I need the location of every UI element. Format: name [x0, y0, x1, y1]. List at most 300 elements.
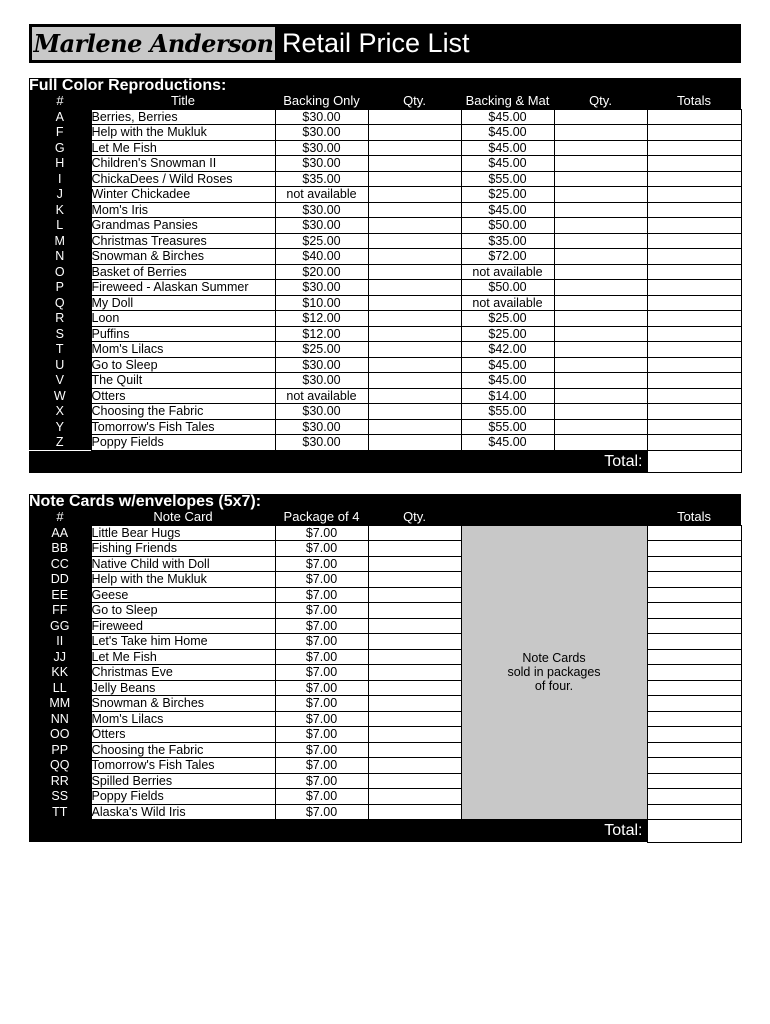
item-id: Y	[29, 419, 91, 435]
item-id: PP	[29, 742, 91, 758]
column-header: Qty.	[368, 510, 461, 526]
qty-field[interactable]	[368, 587, 461, 603]
item-title: Poppy Fields	[91, 435, 275, 451]
mat-qty-field[interactable]	[554, 140, 647, 156]
mat-qty-field[interactable]	[554, 342, 647, 358]
qty-field[interactable]	[368, 789, 461, 805]
table-row	[29, 202, 741, 218]
item-title: Otters	[91, 388, 275, 404]
item-id: I	[29, 171, 91, 187]
item-title: Mom's Lilacs	[91, 711, 275, 727]
mat-price: $25.00	[461, 187, 554, 203]
mat-price: $45.00	[461, 156, 554, 172]
item-title: Grandmas Pansies	[91, 218, 275, 234]
mat-qty-field[interactable]	[554, 295, 647, 311]
column-headers	[29, 94, 741, 110]
note-cards-table	[29, 494, 742, 843]
item-id: JJ	[29, 649, 91, 665]
backing-price: $12.00	[275, 311, 368, 327]
item-title: Christmas Eve	[91, 665, 275, 681]
mat-price: $42.00	[461, 342, 554, 358]
table-row	[29, 373, 741, 389]
backing-qty-field[interactable]	[368, 419, 461, 435]
row-total-field[interactable]	[647, 388, 741, 404]
row-total-field[interactable]	[647, 773, 741, 789]
item-id: K	[29, 202, 91, 218]
mat-qty-field[interactable]	[554, 218, 647, 234]
item-title: Mom's Lilacs	[91, 342, 275, 358]
backing-qty-field[interactable]	[368, 326, 461, 342]
item-id: BB	[29, 541, 91, 557]
row-total-field[interactable]	[647, 280, 741, 296]
backing-qty-field[interactable]	[368, 311, 461, 327]
mat-price: $55.00	[461, 404, 554, 420]
item-id: L	[29, 218, 91, 234]
item-title: The Quilt	[91, 373, 275, 389]
item-id: G	[29, 140, 91, 156]
item-title: Let Me Fish	[91, 649, 275, 665]
note-line: of four.	[534, 679, 574, 694]
row-total-field[interactable]	[647, 696, 741, 712]
row-total-field[interactable]	[647, 295, 741, 311]
item-title: Let's Take him Home	[91, 634, 275, 650]
item-id: T	[29, 342, 91, 358]
table-row	[29, 280, 741, 296]
row-total-field[interactable]	[647, 419, 741, 435]
mat-qty-field[interactable]	[554, 249, 647, 265]
mat-qty-field[interactable]	[554, 109, 647, 125]
mat-price: $55.00	[461, 419, 554, 435]
item-id: N	[29, 249, 91, 265]
mat-price: $14.00	[461, 388, 554, 404]
qty-field[interactable]	[368, 804, 461, 820]
package-price: $7.00	[275, 711, 368, 727]
row-total-field[interactable]	[647, 109, 741, 125]
table-row	[29, 109, 741, 125]
table-row	[29, 233, 741, 249]
backing-price: $30.00	[275, 419, 368, 435]
qty-field[interactable]	[368, 649, 461, 665]
item-title: Snowman & Birches	[91, 249, 275, 265]
section-title: Full Color Reproductions:	[29, 78, 741, 94]
table-row	[29, 249, 741, 265]
item-id: P	[29, 280, 91, 296]
table-row	[29, 311, 741, 327]
item-title: Tomorrow's Fish Tales	[91, 419, 275, 435]
item-title: Otters	[91, 727, 275, 743]
backing-price: not available	[275, 388, 368, 404]
mat-qty-field[interactable]	[554, 202, 647, 218]
backing-price: $12.00	[275, 326, 368, 342]
package-price: $7.00	[275, 634, 368, 650]
row-total-field[interactable]	[647, 556, 741, 572]
mat-qty-field[interactable]	[554, 156, 647, 172]
row-total-field[interactable]	[647, 727, 741, 743]
item-id: GG	[29, 618, 91, 634]
qty-field[interactable]	[368, 572, 461, 588]
qty-field[interactable]	[368, 696, 461, 712]
backing-price: $30.00	[275, 125, 368, 141]
item-id: H	[29, 156, 91, 172]
item-title: Spilled Berries	[91, 773, 275, 789]
item-id: SS	[29, 789, 91, 805]
column-header: #	[29, 510, 91, 526]
row-total-field[interactable]	[647, 711, 741, 727]
table-row	[29, 140, 741, 156]
row-total-field[interactable]	[647, 326, 741, 342]
backing-qty-field[interactable]	[368, 171, 461, 187]
qty-field[interactable]	[368, 541, 461, 557]
mat-qty-field[interactable]	[554, 233, 647, 249]
table-row	[29, 404, 741, 420]
row-total-field[interactable]	[647, 789, 741, 805]
table-row	[29, 156, 741, 172]
item-title: Choosing the Fabric	[91, 742, 275, 758]
item-id: V	[29, 373, 91, 389]
table-row	[29, 125, 741, 141]
mat-price: $55.00	[461, 171, 554, 187]
item-title: Go to Sleep	[91, 357, 275, 373]
row-total-field[interactable]	[647, 804, 741, 820]
column-header: Note Card	[91, 510, 275, 526]
item-id: Z	[29, 435, 91, 451]
package-price: $7.00	[275, 696, 368, 712]
item-title: Poppy Fields	[91, 789, 275, 805]
backing-price: $35.00	[275, 171, 368, 187]
row-total-field[interactable]	[647, 171, 741, 187]
package-price: $7.00	[275, 618, 368, 634]
item-id: FF	[29, 603, 91, 619]
qty-field[interactable]	[368, 665, 461, 681]
backing-qty-field[interactable]	[368, 357, 461, 373]
backing-qty-field[interactable]	[368, 109, 461, 125]
backing-qty-field[interactable]	[368, 249, 461, 265]
item-title: Let Me Fish	[91, 140, 275, 156]
package-price: $7.00	[275, 773, 368, 789]
backing-qty-field[interactable]	[368, 373, 461, 389]
qty-field[interactable]	[368, 742, 461, 758]
backing-qty-field[interactable]	[368, 388, 461, 404]
item-id: MM	[29, 696, 91, 712]
item-id: KK	[29, 665, 91, 681]
backing-qty-field[interactable]	[368, 233, 461, 249]
item-title: Fishing Friends	[91, 541, 275, 557]
item-title: Berries, Berries	[91, 109, 275, 125]
item-title: Loon	[91, 311, 275, 327]
backing-price: $25.00	[275, 342, 368, 358]
item-title: Help with the Mukluk	[91, 572, 275, 588]
item-title: My Doll	[91, 295, 275, 311]
package-price: $7.00	[275, 789, 368, 805]
grand-total-field[interactable]	[647, 820, 741, 843]
item-id: F	[29, 125, 91, 141]
item-title: Native Child with Doll	[91, 556, 275, 572]
package-price: $7.00	[275, 587, 368, 603]
row-total-field[interactable]	[647, 603, 741, 619]
mat-qty-field[interactable]	[554, 311, 647, 327]
backing-price: $30.00	[275, 280, 368, 296]
row-total-field[interactable]	[647, 742, 741, 758]
table-row	[29, 171, 741, 187]
package-price: $7.00	[275, 572, 368, 588]
item-title: ChickaDees / Wild Roses	[91, 171, 275, 187]
row-total-field[interactable]	[647, 202, 741, 218]
backing-price: $40.00	[275, 249, 368, 265]
item-title: Winter Chickadee	[91, 187, 275, 203]
package-price: $7.00	[275, 649, 368, 665]
item-id: OO	[29, 727, 91, 743]
item-id: R	[29, 311, 91, 327]
qty-field[interactable]	[368, 727, 461, 743]
total-label: Total:	[29, 820, 647, 843]
column-header: Qty.	[554, 94, 647, 110]
item-id: J	[29, 187, 91, 203]
grand-total-field[interactable]	[647, 450, 741, 473]
package-price: $7.00	[275, 758, 368, 774]
package-price: $7.00	[275, 804, 368, 820]
mat-qty-field[interactable]	[554, 388, 647, 404]
backing-qty-field[interactable]	[368, 264, 461, 280]
row-total-field[interactable]	[647, 249, 741, 265]
mat-price: $35.00	[461, 233, 554, 249]
item-title: Tomorrow's Fish Tales	[91, 758, 275, 774]
item-title: Children's Snowman II	[91, 156, 275, 172]
item-id: NN	[29, 711, 91, 727]
qty-field[interactable]	[368, 556, 461, 572]
total-label: Total:	[29, 450, 647, 473]
row-total-field[interactable]	[647, 373, 741, 389]
backing-qty-field[interactable]	[368, 404, 461, 420]
qty-field[interactable]	[368, 758, 461, 774]
item-id: M	[29, 233, 91, 249]
column-headers	[29, 510, 741, 526]
row-total-field[interactable]	[647, 680, 741, 696]
item-title: Fireweed - Alaskan Summer	[91, 280, 275, 296]
backing-qty-field[interactable]	[368, 280, 461, 296]
item-title: Mom's Iris	[91, 202, 275, 218]
backing-price: $30.00	[275, 373, 368, 389]
column-header: Totals	[647, 510, 741, 526]
mat-price: $25.00	[461, 311, 554, 327]
mat-price: not available	[461, 264, 554, 280]
item-title: Jelly Beans	[91, 680, 275, 696]
page-header	[29, 24, 741, 63]
mat-qty-field[interactable]	[554, 280, 647, 296]
item-title: Snowman & Birches	[91, 696, 275, 712]
row-total-field[interactable]	[647, 125, 741, 141]
table-row	[29, 388, 741, 404]
package-price: $7.00	[275, 525, 368, 541]
qty-field[interactable]	[368, 618, 461, 634]
backing-price: $30.00	[275, 218, 368, 234]
mat-qty-field[interactable]	[554, 357, 647, 373]
package-price: $7.00	[275, 742, 368, 758]
note-cards-info	[461, 525, 647, 820]
table-row	[29, 326, 741, 342]
item-title: Puffins	[91, 326, 275, 342]
item-title: Help with the Mukluk	[91, 125, 275, 141]
mat-price: $45.00	[461, 435, 554, 451]
item-title: Basket of Berries	[91, 264, 275, 280]
item-id: QQ	[29, 758, 91, 774]
item-id: CC	[29, 556, 91, 572]
row-total-field[interactable]	[647, 525, 741, 541]
row-total-field[interactable]	[647, 572, 741, 588]
row-total-field[interactable]	[647, 187, 741, 203]
package-price: $7.00	[275, 556, 368, 572]
item-id: U	[29, 357, 91, 373]
package-price: $7.00	[275, 680, 368, 696]
mat-price: $50.00	[461, 218, 554, 234]
mat-price: $45.00	[461, 140, 554, 156]
table-row	[29, 419, 741, 435]
row-total-field[interactable]	[647, 342, 741, 358]
row-total-field[interactable]	[647, 140, 741, 156]
backing-qty-field[interactable]	[368, 202, 461, 218]
column-header: Backing Only	[275, 94, 368, 110]
document-title: Retail Price List	[282, 28, 470, 58]
backing-qty-field[interactable]	[368, 156, 461, 172]
row-total-field[interactable]	[647, 218, 741, 234]
item-title: Choosing the Fabric	[91, 404, 275, 420]
row-total-field[interactable]	[647, 649, 741, 665]
column-header: Qty.	[368, 94, 461, 110]
row-total-field[interactable]	[647, 665, 741, 681]
package-price: $7.00	[275, 727, 368, 743]
backing-qty-field[interactable]	[368, 125, 461, 141]
mat-price: $45.00	[461, 357, 554, 373]
mat-qty-field[interactable]	[554, 373, 647, 389]
mat-qty-field[interactable]	[554, 125, 647, 141]
mat-qty-field[interactable]	[554, 404, 647, 420]
package-price: $7.00	[275, 541, 368, 557]
total-row	[29, 450, 741, 473]
row-total-field[interactable]	[647, 156, 741, 172]
column-header: #	[29, 94, 91, 110]
row-total-field[interactable]	[647, 311, 741, 327]
full-color-table	[29, 78, 742, 473]
item-id: LL	[29, 680, 91, 696]
qty-field[interactable]	[368, 773, 461, 789]
row-total-field[interactable]	[647, 404, 741, 420]
qty-field[interactable]	[368, 711, 461, 727]
table-row	[29, 218, 741, 234]
item-id: S	[29, 326, 91, 342]
table-row	[29, 357, 741, 373]
item-title: Little Bear Hugs	[91, 525, 275, 541]
table-row	[29, 435, 741, 451]
backing-qty-field[interactable]	[368, 435, 461, 451]
mat-qty-field[interactable]	[554, 187, 647, 203]
item-id: EE	[29, 587, 91, 603]
item-title: Alaska's Wild Iris	[91, 804, 275, 820]
backing-qty-field[interactable]	[368, 218, 461, 234]
backing-price: $10.00	[275, 295, 368, 311]
item-id: W	[29, 388, 91, 404]
mat-price: $25.00	[461, 326, 554, 342]
row-total-field[interactable]	[647, 264, 741, 280]
item-id: A	[29, 109, 91, 125]
backing-qty-field[interactable]	[368, 187, 461, 203]
mat-qty-field[interactable]	[554, 435, 647, 451]
backing-price: $25.00	[275, 233, 368, 249]
backing-price: $30.00	[275, 357, 368, 373]
mat-price: $45.00	[461, 125, 554, 141]
mat-price: $45.00	[461, 373, 554, 389]
column-header: Title	[91, 94, 275, 110]
column-header: Backing & Mat	[461, 94, 554, 110]
row-total-field[interactable]	[647, 634, 741, 650]
item-id: Q	[29, 295, 91, 311]
backing-qty-field[interactable]	[368, 342, 461, 358]
table-row	[29, 187, 741, 203]
item-id: X	[29, 404, 91, 420]
qty-field[interactable]	[368, 680, 461, 696]
mat-price: $45.00	[461, 109, 554, 125]
item-id: II	[29, 634, 91, 650]
item-id: DD	[29, 572, 91, 588]
note-line: Note Cards	[522, 651, 586, 666]
note-line: sold in packages	[507, 665, 601, 680]
backing-price: $30.00	[275, 140, 368, 156]
mat-qty-field[interactable]	[554, 264, 647, 280]
mat-price: not available	[461, 295, 554, 311]
backing-price: $30.00	[275, 202, 368, 218]
mat-price: $50.00	[461, 280, 554, 296]
item-title: Christmas Treasures	[91, 233, 275, 249]
item-id: O	[29, 264, 91, 280]
total-row	[29, 820, 741, 843]
item-id: RR	[29, 773, 91, 789]
mat-price: $45.00	[461, 202, 554, 218]
backing-price: $30.00	[275, 404, 368, 420]
table-row	[29, 264, 741, 280]
item-title: Geese	[91, 587, 275, 603]
table-row	[29, 295, 741, 311]
section-title: Note Cards w/envelopes (5x7):	[29, 494, 741, 510]
backing-price: $30.00	[275, 435, 368, 451]
column-header: Totals	[647, 94, 741, 110]
table-row	[29, 525, 741, 541]
row-total-field[interactable]	[647, 618, 741, 634]
row-total-field[interactable]	[647, 541, 741, 557]
item-title: Fireweed	[91, 618, 275, 634]
artist-name: Marlene Anderson	[33, 29, 274, 58]
qty-field[interactable]	[368, 603, 461, 619]
backing-price: $20.00	[275, 264, 368, 280]
package-price: $7.00	[275, 665, 368, 681]
mat-qty-field[interactable]	[554, 171, 647, 187]
backing-qty-field[interactable]	[368, 295, 461, 311]
table-row	[29, 342, 741, 358]
item-title: Go to Sleep	[91, 603, 275, 619]
row-total-field[interactable]	[647, 758, 741, 774]
qty-field[interactable]	[368, 525, 461, 541]
backing-price: not available	[275, 187, 368, 203]
row-total-field[interactable]	[647, 233, 741, 249]
backing-qty-field[interactable]	[368, 140, 461, 156]
row-total-field[interactable]	[647, 435, 741, 451]
qty-field[interactable]	[368, 634, 461, 650]
mat-qty-field[interactable]	[554, 326, 647, 342]
row-total-field[interactable]	[647, 357, 741, 373]
backing-price: $30.00	[275, 109, 368, 125]
row-total-field[interactable]	[647, 587, 741, 603]
item-id: TT	[29, 804, 91, 820]
package-price: $7.00	[275, 603, 368, 619]
mat-qty-field[interactable]	[554, 419, 647, 435]
backing-price: $30.00	[275, 156, 368, 172]
